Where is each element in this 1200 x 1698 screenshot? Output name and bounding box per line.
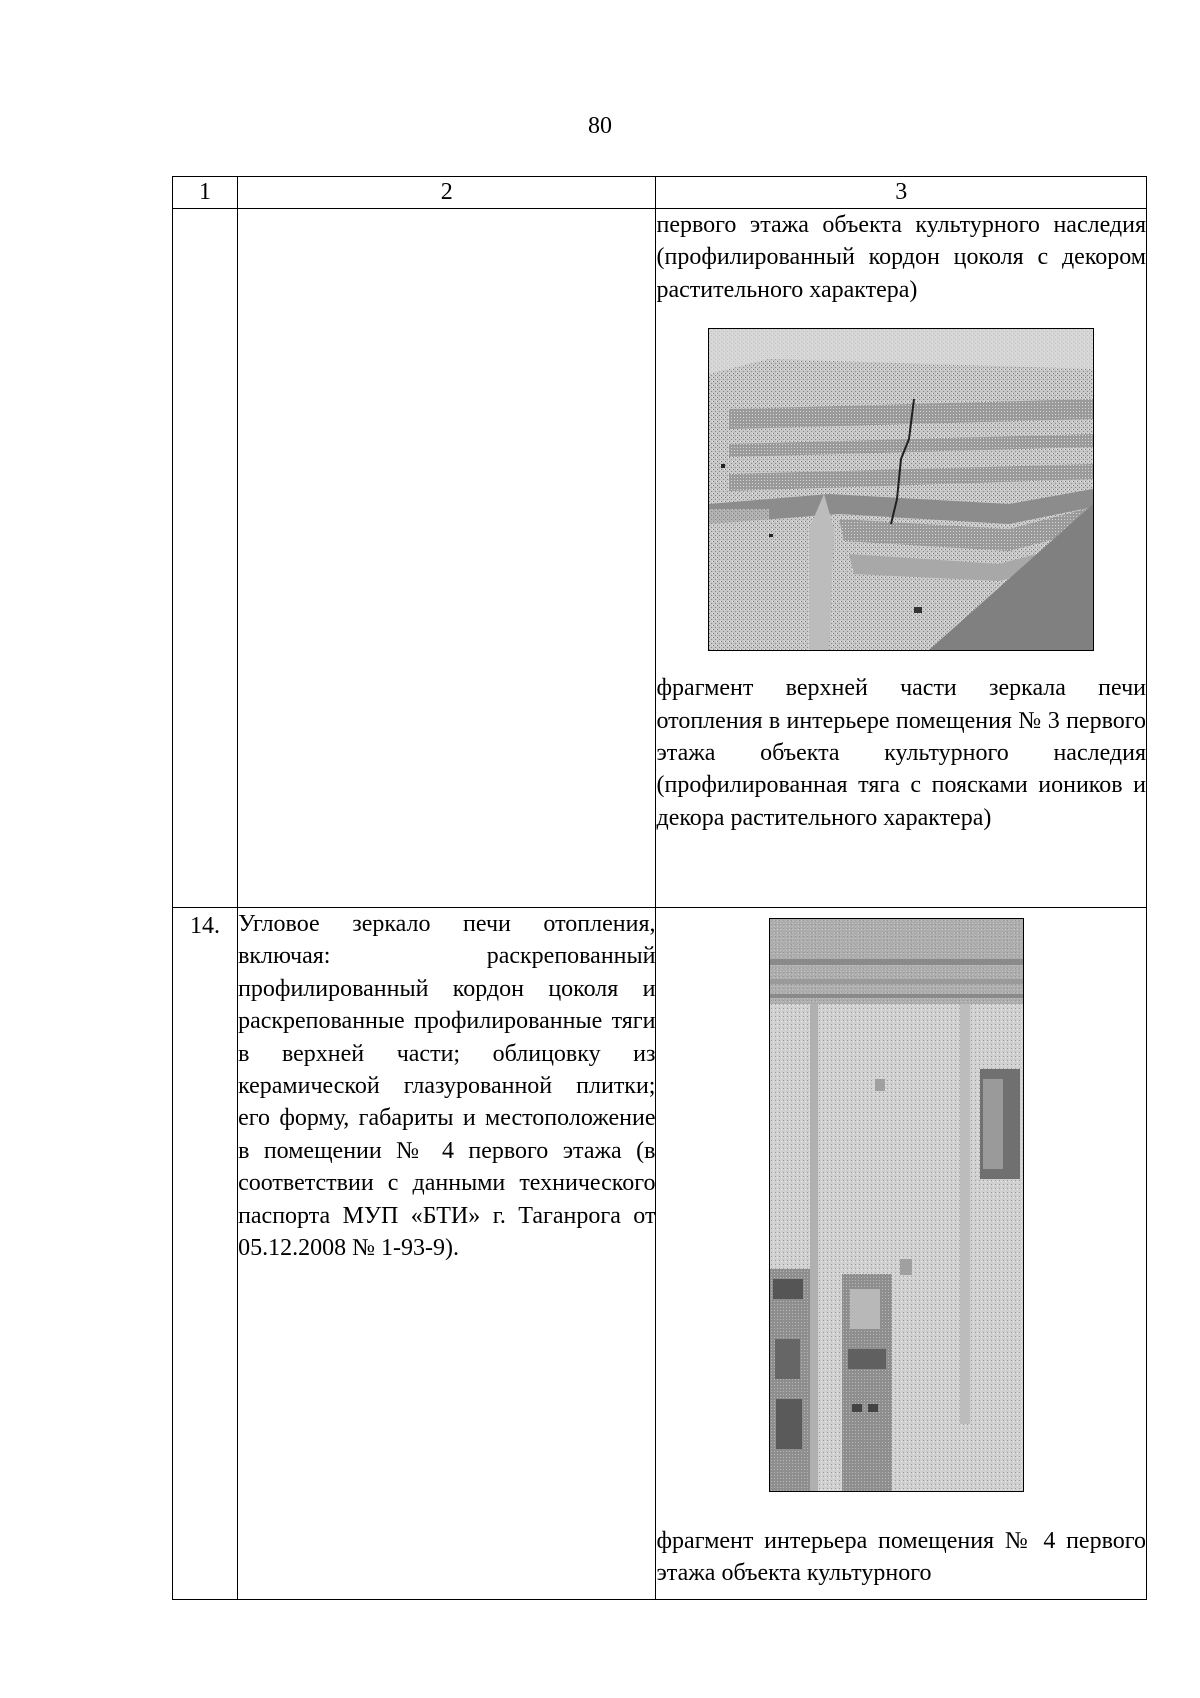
row-description: Угловое зеркало печи отопления, включая: раскрепованный профилированный кордон цоколя и раскрепованные профилированные тяги в верхней части; облицовку из керамической глазурованной плитки; его форму, габариты и местоположение в помещении № 4 первого этажа (в соответствии с данными технического паспорта МУП «БТИ» г. Таганрога от 05.12.2008 № 1-93-9).	[238, 908, 656, 1600]
stove-mirror-photo	[769, 918, 1024, 1492]
illustration-cell	[656, 209, 1147, 908]
column-header-3: 3	[656, 177, 1147, 209]
table-row	[173, 209, 1147, 908]
row-description	[238, 209, 656, 908]
continued-text: первого этажа объекта культурного наследия (профилированный кордон цоколя с декором растительного характера)	[656, 212, 1146, 303]
heritage-table	[172, 176, 1147, 1600]
row-number	[173, 209, 238, 908]
table-row	[173, 908, 1147, 1600]
stove-cornice-photo	[708, 328, 1094, 651]
column-header-2: 2	[238, 177, 656, 209]
photo-caption: фрагмент интерьера помещения № 4 первого этажа объекта культурного	[656, 1528, 1146, 1587]
photo-caption: фрагмент верхней части зеркала печи отопления в интерьере помещения № 3 первого этажа объекта культурного наследия (профилированная тяга с поясками иоников и декора растительного характера)	[656, 675, 1146, 831]
row-number: 14.	[173, 908, 238, 1600]
illustration-cell	[656, 908, 1147, 1600]
column-header-1: 1	[173, 177, 238, 209]
table-header-row	[173, 177, 1147, 209]
page-number: 80	[588, 113, 612, 139]
